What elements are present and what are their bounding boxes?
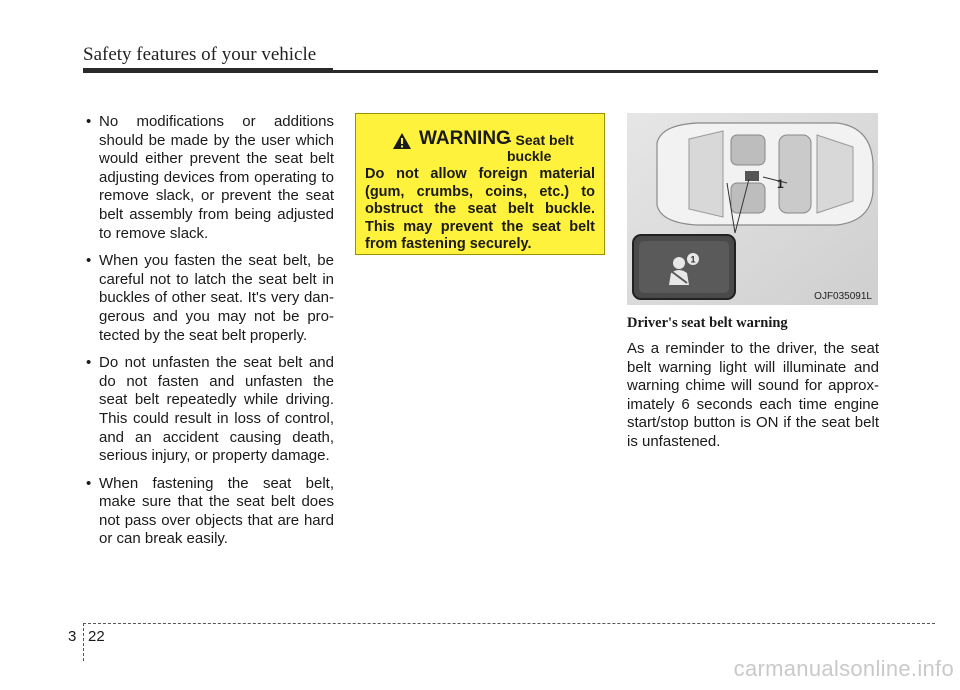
section-body: As a reminder to the driver, the seat belt warning light will illuminate and warning chime will sound for approx-imately 6 seconds each time engine start/stop button is ON if the seat belt is unfastened. <box>627 340 879 450</box>
page-header-title: Safety features of your vehicle <box>83 44 317 65</box>
page-number: 22 <box>88 628 105 645</box>
warning-box <box>355 113 605 255</box>
bullet-symbol: • <box>86 474 92 492</box>
warning-body: Do not allow foreign material (gum, crumbs, coins, etc.) to obstruct the seat belt buckle. This may prevent the seat belt from fastening securely. <box>365 166 595 252</box>
watermark: carmanualsonline.info <box>733 656 954 681</box>
header-divider-accent <box>83 68 333 73</box>
bullet-item <box>82 354 334 466</box>
seat-belt-figure <box>627 113 878 305</box>
footer-vertical-divider <box>83 623 84 661</box>
section-title: Driver's seat belt warning <box>627 315 788 331</box>
chapter-number: 3 <box>68 628 77 645</box>
bullet-item <box>82 252 334 345</box>
bullet-text: When fastening the seat belt, make sure that the seat belt does not pass over objects that are hard or can break easily. <box>99 474 334 548</box>
figure-code: OJF035091L <box>814 291 872 302</box>
car-top-view-illustration <box>627 113 878 305</box>
warning-header <box>365 122 595 164</box>
left-column <box>82 113 334 558</box>
svg-text:1: 1 <box>690 254 696 265</box>
warning-subtitle: - Seat belt buckle <box>507 132 574 164</box>
callout-number: 1 <box>777 177 784 191</box>
bullet-symbol: • <box>86 113 92 130</box>
bullet-item <box>82 113 334 243</box>
bullet-text: No modifications or additions should be made by the user which would either prevent the seat belt adjusting devices from operating to remove slack, or prevent the seat belt assembly from being adjusted to remove slack. <box>99 113 334 242</box>
warning-label: WARNING <box>419 128 511 149</box>
right-column <box>627 315 879 452</box>
bullet-text: When you fasten the seat belt, be careful not to latch the seat belt in buckles of other seat. It's very dan-gerous and you may not be pro-tected by the seat belt properly. <box>99 252 334 344</box>
footer-divider <box>83 623 935 624</box>
bullet-symbol: • <box>86 354 92 372</box>
bullet-item <box>82 475 334 549</box>
bullet-text: Do not unfasten the seat belt and do not fasten and unfasten the seat belt repeatedly while driving. This could result in loss of control, and an accident causing death, serious injury, or property damage. <box>99 354 334 465</box>
bullet-symbol: • <box>86 252 92 270</box>
warning-triangle-icon <box>392 132 412 150</box>
